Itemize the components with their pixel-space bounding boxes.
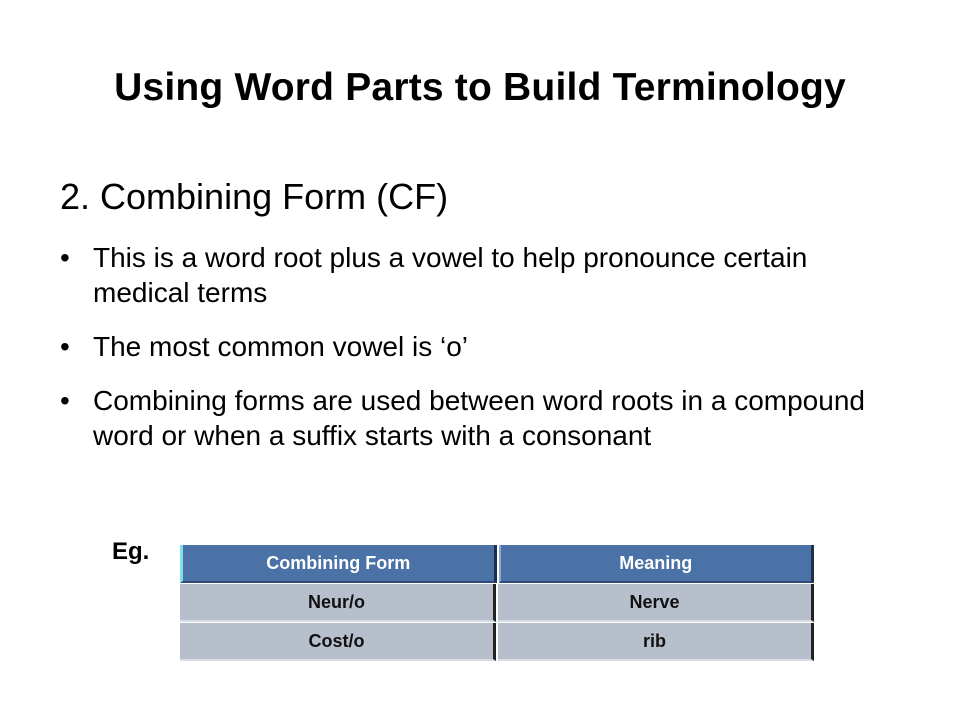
table-cell-combining-form: Neur/o <box>180 584 496 622</box>
table-header-row <box>180 545 814 583</box>
bullet-list <box>60 240 900 472</box>
bullet-text: The most common vowel is ‘o’ <box>93 331 469 362</box>
table-cell-meaning: Nerve <box>498 584 814 622</box>
bullet-item <box>60 383 900 453</box>
table-cell-meaning: rib <box>498 623 814 661</box>
bullet-text: This is a word root plus a vowel to help pronounce certain medical terms <box>93 242 808 308</box>
column-header-combining-form: Combining Form <box>180 545 497 583</box>
table-row <box>180 623 814 661</box>
table-row <box>180 584 814 622</box>
table-cell-combining-form: Cost/o <box>180 623 496 661</box>
bullet-icon: • <box>60 385 70 416</box>
section-heading: 2. Combining Form (CF) <box>60 176 449 217</box>
bullet-item <box>60 240 900 310</box>
example-label: Eg. <box>112 538 150 565</box>
bullet-icon: • <box>60 331 70 362</box>
bullet-text: Combining forms are used between word roots in a compound word or when a suffix starts with a consonant <box>93 385 865 451</box>
combining-form-table <box>180 545 814 662</box>
slide-title: Using Word Parts to Build Terminology <box>114 66 846 109</box>
bullet-icon: • <box>60 242 70 273</box>
column-header-meaning: Meaning <box>499 545 815 583</box>
bullet-item <box>60 329 900 364</box>
